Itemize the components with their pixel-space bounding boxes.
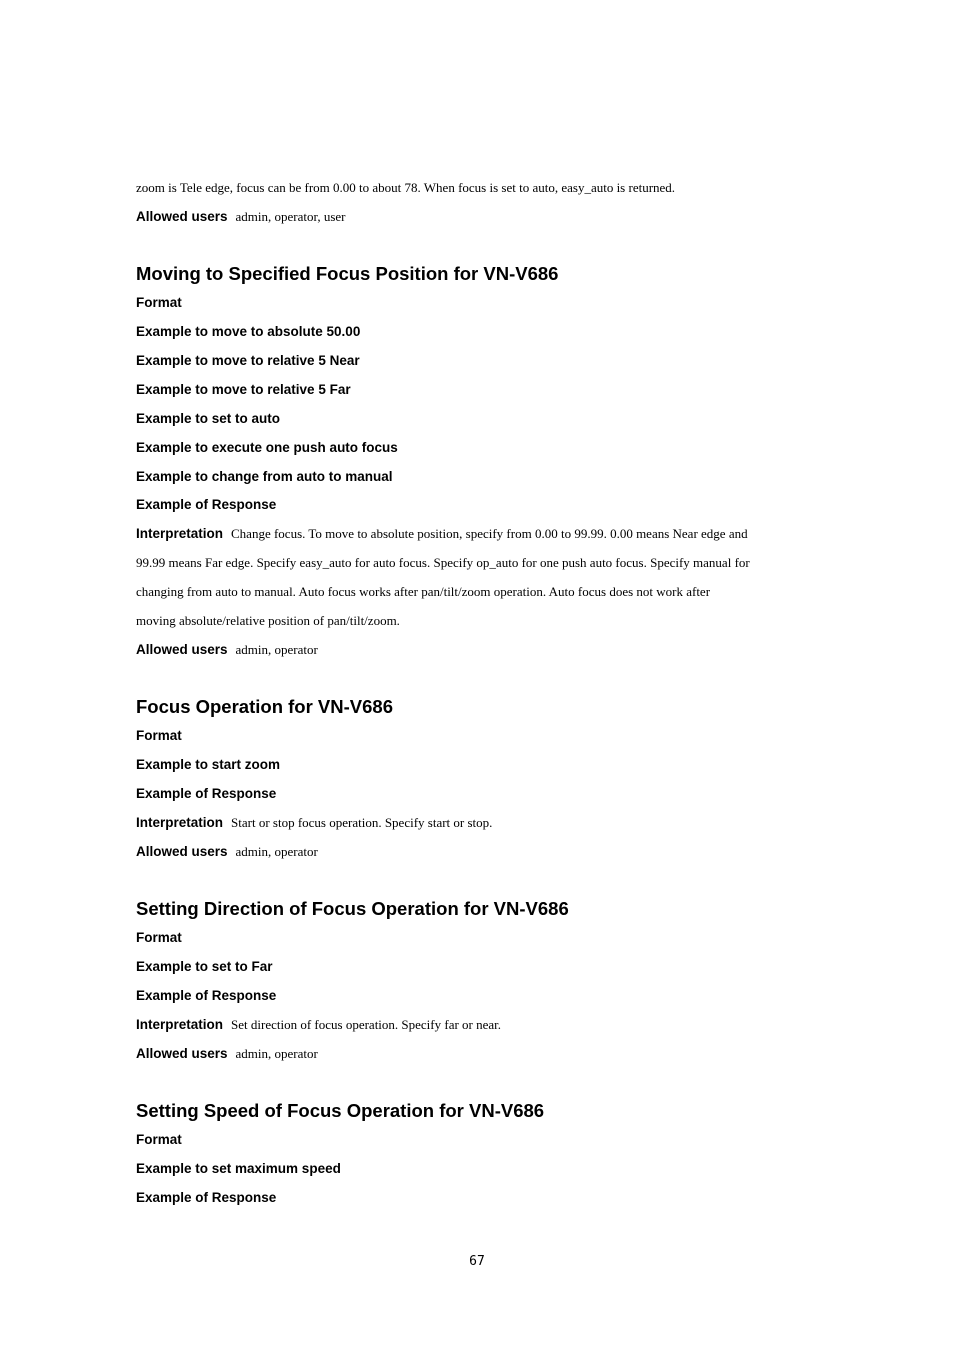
- interpretation-label: Interpretation: [136, 815, 224, 830]
- format-label: Format: [136, 930, 182, 945]
- allowed-users-value: admin, operator: [235, 1046, 318, 1061]
- response-label: Example of Response: [136, 1190, 277, 1205]
- allowed-users-row: [136, 209, 345, 225]
- example-label: Example to change from auto to manual: [136, 469, 393, 484]
- format-label: Format: [136, 295, 182, 310]
- section-heading: Setting Speed of Focus Operation for VN-V686: [136, 1100, 545, 1121]
- allowed-users-label: Allowed users: [136, 1046, 228, 1061]
- allowed-users-value: admin, operator, user: [235, 209, 346, 224]
- example-label: Example to execute one push auto focus: [136, 440, 398, 455]
- format-label: Format: [136, 1132, 182, 1147]
- allowed-users-row: [136, 642, 318, 658]
- interpretation-text: Change focus. To move to absolute position, specify from 0.00 to 99.99. 0.00 means Near edge and: [231, 526, 748, 541]
- response-label: Example of Response: [136, 988, 277, 1003]
- format-label: Format: [136, 728, 182, 743]
- response-label: Example of Response: [136, 497, 277, 512]
- interpretation-text: Start or stop focus operation. Specify start or stop.: [231, 815, 493, 830]
- allowed-users-label: Allowed users: [136, 642, 228, 657]
- allowed-users-label: Allowed users: [136, 844, 228, 859]
- interpretation-text: changing from auto to manual. Auto focus works after pan/tilt/zoom operation. Auto focus does not work after: [136, 584, 711, 599]
- response-label: Example of Response: [136, 786, 277, 801]
- example-label: Example to set to auto: [136, 411, 281, 426]
- example-label: Example to start zoom: [136, 757, 281, 772]
- interpretation-label: Interpretation: [136, 526, 224, 541]
- interpretation-label: Interpretation: [136, 1017, 224, 1032]
- interpretation-text: moving absolute/relative position of pan/tilt/zoom.: [136, 613, 400, 628]
- allowed-users-value: admin, operator: [235, 642, 318, 657]
- allowed-users-row: [136, 1046, 318, 1062]
- example-label: Example to move to relative 5 Near: [136, 353, 360, 368]
- section-heading: Moving to Specified Focus Position for VN-V686: [136, 263, 559, 284]
- interpretation-row: [136, 1017, 501, 1033]
- section-heading: Setting Direction of Focus Operation for VN-V686: [136, 898, 569, 919]
- allowed-users-value: admin, operator: [235, 844, 318, 859]
- example-label: Example to set to Far: [136, 959, 273, 974]
- example-label: Example to set maximum speed: [136, 1161, 341, 1176]
- interpretation-row: [136, 526, 748, 542]
- section-heading: Focus Operation for VN-V686: [136, 696, 393, 717]
- allowed-users-row: [136, 844, 318, 860]
- interpretation-row: [136, 815, 492, 831]
- interpretation-text: 99.99 means Far edge. Specify easy_auto for auto focus. Specify op_auto for one push auto focus. Specify manual for: [136, 555, 750, 570]
- continued-paragraph: zoom is Tele edge, focus can be from 0.00 to about 78. When focus is set to auto, easy_auto is returned.: [136, 180, 676, 195]
- page-number: 67: [469, 1254, 485, 1269]
- example-label: Example to move to relative 5 Far: [136, 382, 351, 397]
- interpretation-text: Set direction of focus operation. Specify far or near.: [231, 1017, 502, 1032]
- example-label: Example to move to absolute 50.00: [136, 324, 361, 339]
- allowed-users-label: Allowed users: [136, 209, 228, 224]
